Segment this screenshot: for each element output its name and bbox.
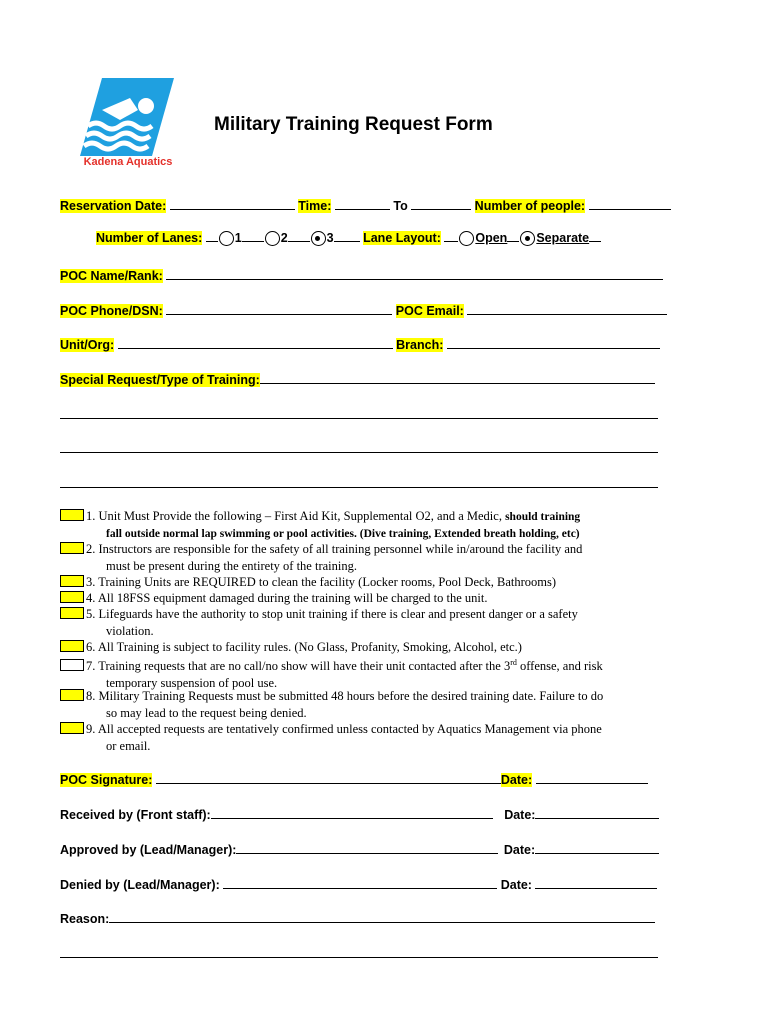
poc-signature-row (60, 771, 648, 787)
reservation-row (60, 197, 671, 213)
poc-signature-label: POC Signature: (60, 773, 153, 787)
special-request-line-2[interactable] (60, 418, 658, 419)
rule-checkbox[interactable] (60, 689, 84, 701)
rule-number: 4. (86, 591, 96, 605)
number-of-people-label: Number of people: (474, 199, 586, 213)
special-request-line-4[interactable] (60, 487, 658, 488)
rule-text: All accepted requests are tentatively confirmed unless contacted by Aquatics Management via phone (97, 722, 602, 736)
lanes-underline (206, 229, 218, 242)
rule-text: All 18FSS equipment damaged during the training will be charged to the unit. (97, 591, 488, 605)
rule-item (60, 590, 680, 607)
lane-2-label: 2 (280, 231, 288, 245)
denied-by-field[interactable] (223, 876, 497, 889)
rule-text: Lifeguards have the authority to stop unit training if there is clear and present danger or a safety (98, 607, 578, 621)
rule-text-cont: so may lead to the request being denied. (106, 705, 307, 720)
rule-item (60, 541, 680, 574)
denied-date-field[interactable] (535, 876, 657, 889)
rule-text-cont: must be present during the entirety of the training. (106, 558, 357, 573)
rule-text-cont: fall outside normal lap swimming or pool activities. (Dive training, Extended breath holding, etc) (106, 527, 580, 540)
time-start-field[interactable] (335, 197, 390, 210)
poc-phone-field[interactable] (166, 302, 392, 315)
rule-item (60, 574, 680, 591)
received-by-row (60, 806, 659, 822)
approved-by-field[interactable] (236, 841, 498, 854)
poc-name-field[interactable] (166, 267, 663, 280)
to-label: To (393, 199, 408, 213)
number-of-people-field[interactable] (589, 197, 671, 210)
special-request-line-3[interactable] (60, 452, 658, 453)
lanes-underline (242, 229, 264, 242)
branch-field[interactable] (447, 336, 660, 349)
rule-item (60, 606, 680, 639)
rule-text: Training Units are REQUIRED to clean the facility (Locker rooms, Pool Deck, Bathrooms) (98, 575, 557, 589)
received-by-field[interactable] (211, 806, 493, 819)
rule-checkbox[interactable] (60, 509, 84, 521)
rule-item (60, 688, 680, 721)
special-request-label: Special Request/Type of Training: (60, 373, 260, 387)
rule-checkbox[interactable] (60, 607, 84, 619)
rule-checkbox[interactable] (60, 591, 84, 603)
rule-item (60, 639, 680, 656)
kadena-aquatics-logo (80, 76, 176, 172)
branch-label: Branch: (396, 338, 444, 352)
unit-org-field[interactable] (118, 336, 393, 349)
poc-name-row (60, 267, 663, 283)
approved-by-row (60, 841, 659, 857)
poc-phone-label: POC Phone/DSN: (60, 304, 163, 318)
layout-separate-label: Separate (536, 231, 590, 245)
logo-text: Kadena Aquatics (83, 156, 173, 168)
poc-email-field[interactable] (467, 302, 667, 315)
reservation-date-label: Reservation Date: (60, 199, 167, 213)
rule-number: 3. (86, 575, 96, 589)
poc-signature-field[interactable] (156, 771, 501, 784)
rule-text: All Training is subject to facility rules. (No Glass, Profanity, Smoking, Alcohol, etc.) (97, 640, 522, 654)
denied-date-label: Date: (500, 878, 532, 892)
layout-open-label: Open (475, 231, 508, 245)
layout-underline (589, 229, 601, 242)
layout-open-radio[interactable] (459, 231, 474, 246)
poc-signature-date-label: Date: (500, 773, 533, 787)
rule-number: 9. (86, 722, 96, 736)
page-title: Military Training Request Form (214, 114, 493, 135)
reason-label: Reason: (60, 912, 110, 926)
reservation-date-field[interactable] (170, 197, 295, 210)
time-end-field[interactable] (411, 197, 471, 210)
unit-row (60, 336, 660, 352)
poc-name-label: POC Name/Rank: (60, 269, 163, 283)
approved-date-field[interactable] (535, 841, 659, 854)
lanes-underline (334, 229, 360, 242)
denied-by-label: Denied by (Lead/Manager): (60, 878, 220, 892)
rule-item (60, 508, 680, 542)
lane-3-label: 3 (326, 231, 334, 245)
special-request-row (60, 371, 655, 387)
lanes-row (96, 229, 601, 246)
rule-number: 2. (86, 542, 96, 556)
rule-item (60, 655, 680, 691)
rule-item (60, 721, 680, 754)
layout-underline (507, 229, 519, 242)
lanes-underline (288, 229, 310, 242)
denied-by-row (60, 876, 657, 892)
poc-phone-row (60, 302, 667, 318)
received-date-field[interactable] (535, 806, 659, 819)
rule-text: Training requests that are no call/no show will have their unit contacted after the 3 (98, 659, 511, 674)
poc-signature-date-field[interactable] (536, 771, 648, 784)
rule-text: Military Training Requests must be submitted 48 hours before the desired training date. Failure to do (98, 689, 604, 703)
poc-email-label: POC Email: (395, 304, 464, 318)
rule-text-cont: temporary suspension of pool use. (106, 675, 278, 690)
number-of-lanes-label: Number of Lanes: (96, 231, 203, 245)
lane-1-label: 1 (234, 231, 242, 245)
lane-1-radio[interactable] (219, 231, 234, 246)
rule-text-cont: violation. (106, 623, 154, 638)
special-request-field[interactable] (260, 371, 655, 384)
rule-checkbox[interactable] (60, 659, 84, 671)
received-date-label: Date: (504, 808, 536, 822)
rule-checkbox[interactable] (60, 640, 84, 652)
rule-text: Unit Must Provide the following – First Aid Kit, Supplemental O2, and a Medic, (98, 509, 502, 523)
rule-number: 8. (86, 689, 96, 703)
layout-underline (444, 229, 458, 242)
rule-text-cont: or email. (106, 738, 151, 753)
time-label: Time: (298, 199, 332, 213)
reason-line-2[interactable] (60, 957, 658, 958)
rule-text-after: offense, and risk (516, 659, 603, 674)
rule-number: 7. (86, 659, 96, 674)
rule-number: 1. (86, 509, 96, 523)
approved-date-label: Date: (503, 843, 536, 857)
unit-org-label: Unit/Org: (60, 338, 115, 352)
lane-2-radio[interactable] (265, 231, 280, 246)
reason-row (60, 910, 655, 926)
rule-number: 6. (86, 640, 96, 654)
rule-text: Instructors are responsible for the safety of all training personnel while in/around the facility and (98, 542, 583, 556)
rule-checkbox[interactable] (60, 542, 84, 554)
rule-checkbox[interactable] (60, 722, 84, 734)
rule-bold-text: should training (505, 511, 581, 523)
layout-separate-radio[interactable] (520, 231, 535, 246)
rule-superscript: rd (510, 658, 517, 667)
rule-checkbox[interactable] (60, 575, 84, 587)
approved-by-label: Approved by (Lead/Manager): (60, 843, 237, 857)
rule-number: 5. (86, 607, 96, 621)
reason-field[interactable] (109, 910, 655, 923)
lane-layout-label: Lane Layout: (363, 231, 441, 245)
lane-3-radio[interactable] (311, 231, 326, 246)
received-by-label: Received by (Front staff): (60, 808, 211, 822)
